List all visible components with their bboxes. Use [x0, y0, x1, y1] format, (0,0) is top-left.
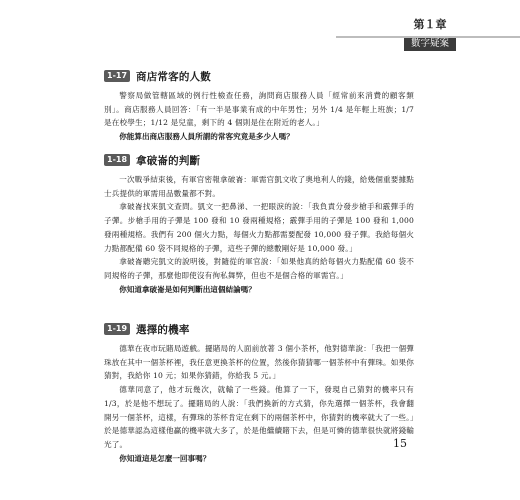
- section-1-17: [104, 69, 414, 144]
- paragraph: 德華在夜市玩賭局遊戲。擺賭局的人面前放著 3 個小茶杯，他對德華說：「我把一個彈珠放在其中一個茶杯裡，我任意更換茶杯的位置，然後你猜猜哪一個茶杯中有彈珠。如果你猜對，我給你 10 元；如果你猜錯，你給我 5 元。」: [104, 344, 414, 381]
- section-title: 商店常客的人數: [136, 70, 211, 83]
- section-title: 拿破崙的判斷: [136, 154, 201, 167]
- paragraph: 拿破崙聽完凱文的說明後，對隨從的軍官說：「如果他真的給每個火力點配備 60 袋不同規格的子彈，那麼他即使沒有徇私舞弊，但也不是個合格的軍需官。」: [104, 257, 414, 280]
- paragraph: 一次戰爭結束後，有軍官密報拿破崙：軍需官凱文收了奧地利人的錢，給幾個重要據點士兵提供的軍需用品數量都不對。: [104, 175, 414, 198]
- paragraph: 拿破崙找來凱文查問。凱文一把鼻涕、一把眼淚的說：「我負責分發步槍手和霰彈手的子彈。步槍手用的子彈是 100 發和 10 發兩種規格；霰彈手用的子彈是 100 發和 1,000 發兩種規格。我們有 200 個火力點，每個火力點都需要配發 10,000 發子彈。我給每個火力點都配備 60 袋不同規格的子彈，這些子彈的總數剛好是 10,000 發。」: [104, 202, 414, 253]
- chapter-tab: 數字疑案: [404, 37, 456, 51]
- section-heading: [104, 153, 414, 167]
- section-heading: [104, 322, 414, 336]
- page-number: 15: [393, 437, 407, 450]
- question: 你知道拿破崙是如何判斷出這個結論嗎？: [119, 284, 256, 294]
- paragraph: 德華同意了，他才玩幾次，就輸了一些錢。他算了一下，發現自己猜對的機率只有 1/3，於是他不想玩了。擺賭局的人說：「我們換新的方式猜，你先選擇一個茶杯，我會翻開另一個茶杯，這樣，有彈珠的茶杯肯定在剩下的兩個茶杯中，你猜對的機率就大了一些。」於是德華認為這樣他贏的機率就大多了，於是他繼續賭下去，但是可憐的德華很快就將錢輸光了。: [104, 385, 414, 449]
- chapter-header: [404, 18, 456, 51]
- paragraph: 警察局做管轄區域的例行性檢查任務，詢問商店服務人員「經常前來消費的顧客類別」。商店服務人員回答：「有一半是事業有成的中年男性；另外 1/4 是年輕上班族；1/7 是在校學生；1/12 是兒童，剩下的 4 個則是住在附近的老人。」: [104, 91, 414, 128]
- section-number-badge: 1-17: [104, 70, 130, 82]
- question: 你能算出商店服務人員所謂的常客究竟是多少人嗎？: [119, 132, 294, 142]
- question: 你知道這是怎麼一回事嗎？: [119, 453, 211, 463]
- header-divider: [336, 36, 520, 38]
- section-heading: [104, 69, 414, 83]
- section-number-badge: 1-18: [104, 154, 130, 166]
- section-number-badge: 1-19: [104, 323, 130, 335]
- section-1-18: [104, 153, 414, 296]
- section-title: 選擇的機率: [136, 323, 190, 336]
- chapter-label: 第１章: [413, 18, 447, 31]
- section-1-19: [104, 322, 414, 465]
